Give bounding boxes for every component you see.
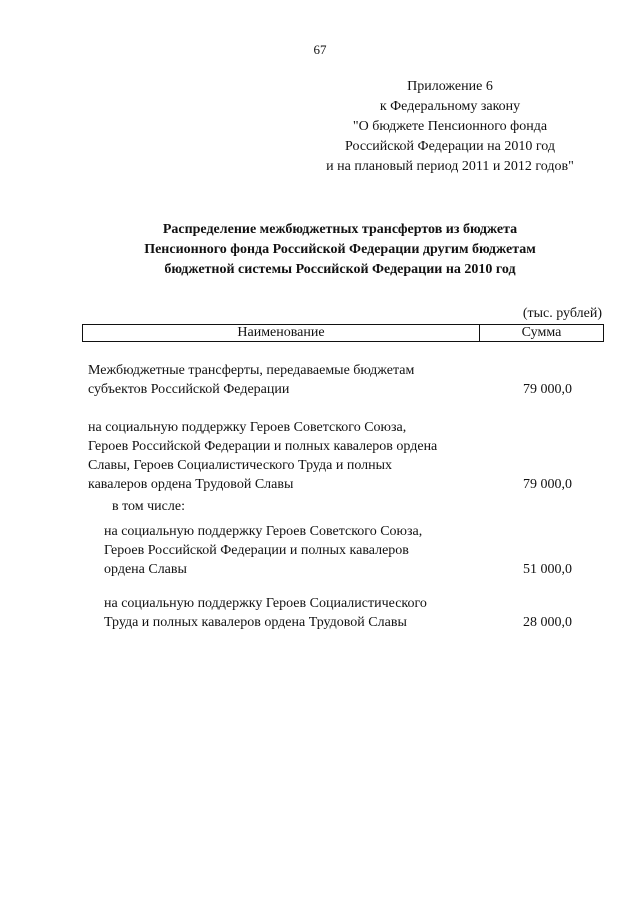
units-label: (тыс. рублей) — [522, 306, 602, 321]
table-row — [88, 594, 606, 632]
row-name-line: субъектов Российской Федерации — [88, 382, 290, 397]
row-name-line: на социальную поддержку Героев Советского Союза, — [104, 524, 423, 539]
row-name — [88, 418, 468, 494]
row-name-line: на социальную поддержку Героев Советского Союза, — [88, 420, 407, 435]
appendix-reference — [300, 77, 600, 177]
row-name-line: кавалеров ордена Трудовой Славы — [88, 477, 294, 492]
page-number: 67 — [313, 42, 327, 57]
title-line: Пенсионного фонда Российской Федерации другим бюджетам — [144, 242, 536, 257]
document-title — [60, 220, 620, 280]
row-amount: 79 000,0 — [523, 382, 572, 397]
row-name-line: ордена Славы — [104, 562, 187, 577]
table-row — [88, 361, 606, 399]
row-name — [88, 361, 468, 399]
column-header-name: Наименование — [83, 325, 480, 341]
appendix-line: Приложение 6 — [407, 79, 493, 94]
row-name-line: Героев Российской Федерации и полных кавалеров — [104, 543, 409, 558]
row-amount: 28 000,0 — [523, 615, 572, 630]
row-name-line: на социальную поддержку Героев Социалистического — [104, 596, 427, 611]
row-name-line: Межбюджетные трансферты, передаваемые бюджетам — [88, 363, 415, 378]
title-line: бюджетной системы Российской Федерации на 2010 год — [164, 262, 516, 277]
table-row — [88, 522, 606, 579]
subheading: в том числе: — [112, 499, 185, 514]
row-name — [104, 522, 468, 579]
row-name-line: Труда и полных кавалеров ордена Трудовой Славы — [104, 615, 407, 630]
appendix-line: к Федеральному закону — [379, 99, 521, 114]
row-name-line: Героев Российской Федерации и полных кавалеров ордена — [88, 439, 438, 454]
row-name — [104, 594, 468, 632]
appendix-line: Российской Федерации на 2010 год — [345, 139, 555, 154]
appendix-line: и на плановый период 2011 и 2012 годов" — [326, 159, 574, 174]
row-amount: 51 000,0 — [523, 562, 572, 577]
title-line: Распределение межбюджетных трансфертов из бюджета — [162, 222, 518, 237]
appendix-line: "О бюджете Пенсионного фонда — [352, 119, 548, 134]
table-row — [88, 418, 606, 494]
column-header-sum: Сумма — [521, 325, 562, 340]
row-amount: 79 000,0 — [523, 477, 572, 492]
row-name-line: Славы, Героев Социалистического Труда и полных — [88, 458, 393, 473]
table-header — [82, 324, 604, 342]
